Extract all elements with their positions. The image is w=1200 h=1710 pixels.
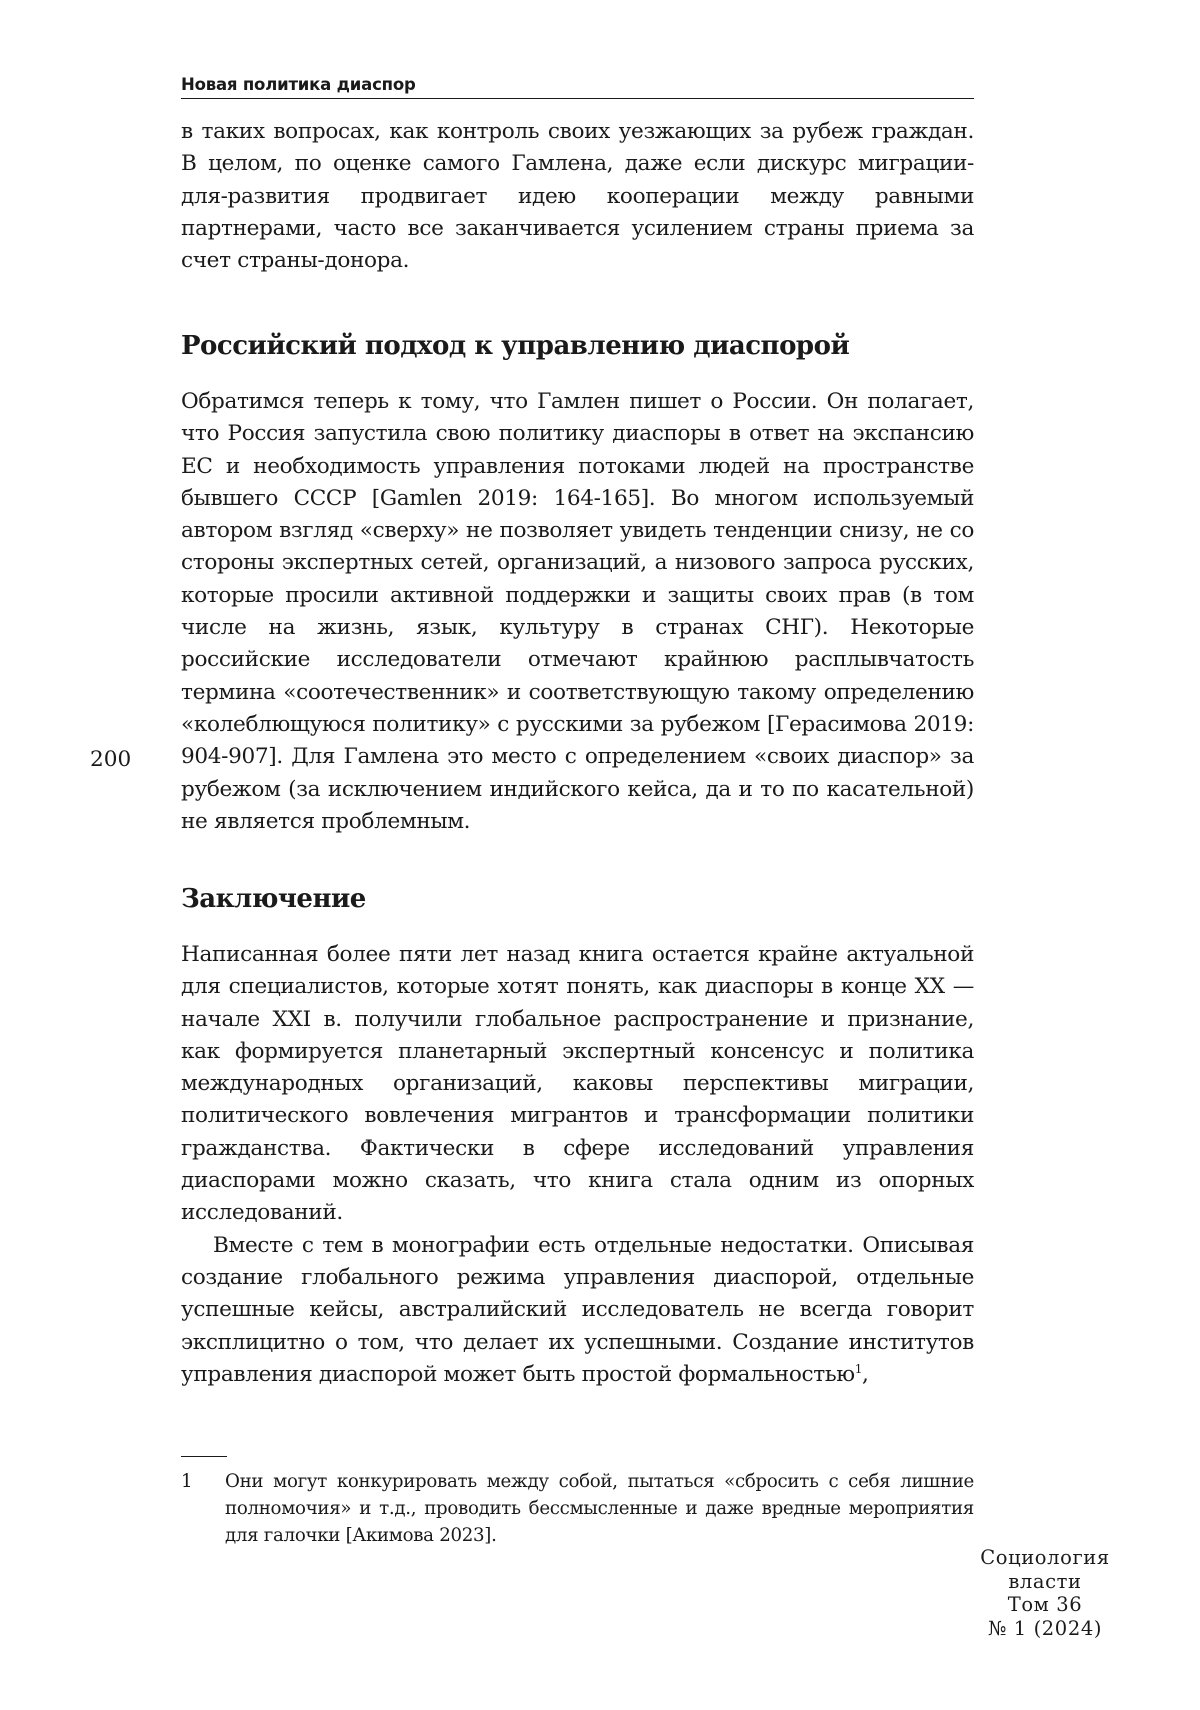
footnote	[181, 1468, 974, 1549]
conclusion-paragraph-block	[181, 939, 974, 1391]
section-heading-conclusion: Заключение	[181, 884, 366, 914]
footnote-number: 1	[181, 1471, 193, 1492]
russia-paragraph: Обратимся теперь к тому, что Гамлен пишет о России. Он полагает, что Россия запустила свою политику диаспоры в ответ на экспансию ЕС и необходимость управления потоками людей на пространстве бывшего СССР [Gamlen 2019: 164-165]. Во многом используемый автором взгляд «сверху» не позволяет увидеть тенденции снизу, не со стороны экспертных сетей, организаций, а низового запроса русских, которые просили активной поддержки и защиты своих прав (в том числе на жизнь, язык, культуру в странах СНГ). Некоторые российские исследователи отмечают крайнюю расплывчатость термина «соотечественник» и соответствующую такому определению «колеблющуюся политику» с русскими за рубежом [Герасимова 2019: 904-907]. Для Гамлена это место с определением «своих диаспор» за рубежом (за исключением индийского кейса, да и то по касательной) не является проблемным.	[181, 389, 974, 834]
conclusion-paragraph-2-end: ,	[861, 1361, 869, 1387]
conclusion-paragraph-2	[181, 1230, 974, 1391]
footnote-divider	[181, 1456, 227, 1457]
journal-title-line-2: власти	[1008, 1569, 1082, 1593]
section-heading-russia: Российский подход к управлению диаспорой	[181, 331, 850, 361]
conclusion-paragraph-1: Написанная более пяти лет назад книга остается крайне актуальной для специалистов, которые хотят понять, как диаспоры в конце XX — начале XXI в. получили глобальное распространение и признание, как формируется планетарный экспертный консенсус и политика международных организаций, каковы перспективы миграции, политического вовлечения мигрантов и трансформации политики гражданства. Фактически в сфере исследований управления диаспорами можно сказать, что книга стала одним из опорных исследований.	[181, 942, 974, 1226]
journal-title-line-1: Социология	[980, 1546, 1110, 1569]
intro-paragraph: в таких вопросах, как контроль своих уезжающих за рубеж граждан. В целом, по оценке самого Гамлена, даже если дискурс миграции-для-развития продвигает идею кооперации между равными партнерами, часто все заканчивается усилением страны приема за счет страны-донора.	[181, 119, 974, 274]
footnote-reference: 1	[854, 1361, 862, 1376]
journal-issue: № 1 (2024)	[987, 1616, 1103, 1640]
footnote-text: Они могут конкурировать между собой, пытаться «сбросить с себя лишние полномочия» и т.д., проводить бессмысленные и даже вредные мероприятия для галочки [Акимова 2023].	[225, 1471, 974, 1546]
journal-volume: Том 36	[1007, 1593, 1083, 1616]
conclusion-paragraph-2-text: Вместе с тем в монографии есть отдельные недостатки. Описывая создание глобального режима управления диаспорой, отдельные успешные кейсы, австралийский исследователь не всегда говорит эксплицитно о том, что делает их успешными. Создание институтов управления диаспорой может быть простой формальностью	[181, 1232, 974, 1387]
russia-paragraph-block	[181, 386, 974, 838]
journal-info	[965, 1546, 1125, 1640]
running-head: Новая политика диаспор	[181, 74, 974, 99]
page-number: 200	[90, 747, 132, 772]
intro-paragraph-block	[181, 116, 974, 277]
